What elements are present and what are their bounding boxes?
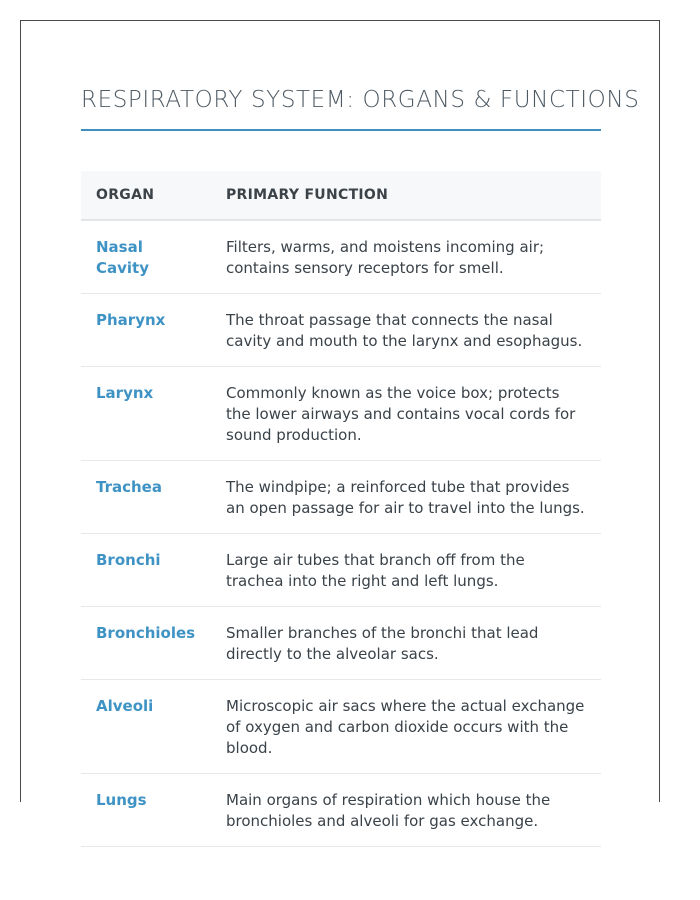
organ-name: Pharynx xyxy=(81,294,211,367)
organ-name: Trachea xyxy=(81,461,211,534)
title-underline xyxy=(81,129,601,131)
column-header-function: PRIMARY FUNCTION xyxy=(211,171,601,220)
organ-name: Lungs xyxy=(81,774,211,847)
table-row xyxy=(81,461,601,534)
table-row xyxy=(81,680,601,774)
table-row xyxy=(81,294,601,367)
organ-name: Alveoli xyxy=(81,680,211,774)
table-row xyxy=(81,367,601,461)
table-row xyxy=(81,220,601,294)
organ-function: Microscopic air sacs where the actual exchange of oxygen and carbon dioxide occurs with the blood. xyxy=(211,680,601,774)
organ-function: Large air tubes that branch off from the trachea into the right and left lungs. xyxy=(211,534,601,607)
organs-table xyxy=(81,171,601,847)
organ-function: Main organs of respiration which house the bronchioles and alveoli for gas exchange. xyxy=(211,774,601,847)
document-card xyxy=(20,20,660,830)
organ-function: Smaller branches of the bronchi that lead directly to the alveolar sacs. xyxy=(211,607,601,680)
organ-function: The throat passage that connects the nasal cavity and mouth to the larynx and esophagus. xyxy=(211,294,601,367)
organ-name: Nasal Cavity xyxy=(81,220,211,294)
table-header-row xyxy=(81,171,601,220)
organ-function: Filters, warms, and moistens incoming air; contains sensory receptors for smell. xyxy=(211,220,601,294)
organ-function: The windpipe; a reinforced tube that provides an open passage for air to travel into the lungs. xyxy=(211,461,601,534)
organ-name: Bronchioles xyxy=(81,607,211,680)
page-title: RESPIRATORY SYSTEM: ORGANS & FUNCTIONS xyxy=(81,87,640,113)
organ-function: Commonly known as the voice box; protects the lower airways and contains vocal cords for sound production. xyxy=(211,367,601,461)
organ-name: Bronchi xyxy=(81,534,211,607)
table-row xyxy=(81,774,601,847)
table-row xyxy=(81,607,601,680)
table-row xyxy=(81,534,601,607)
organ-name: Larynx xyxy=(81,367,211,461)
column-header-organ: ORGAN xyxy=(81,171,211,220)
